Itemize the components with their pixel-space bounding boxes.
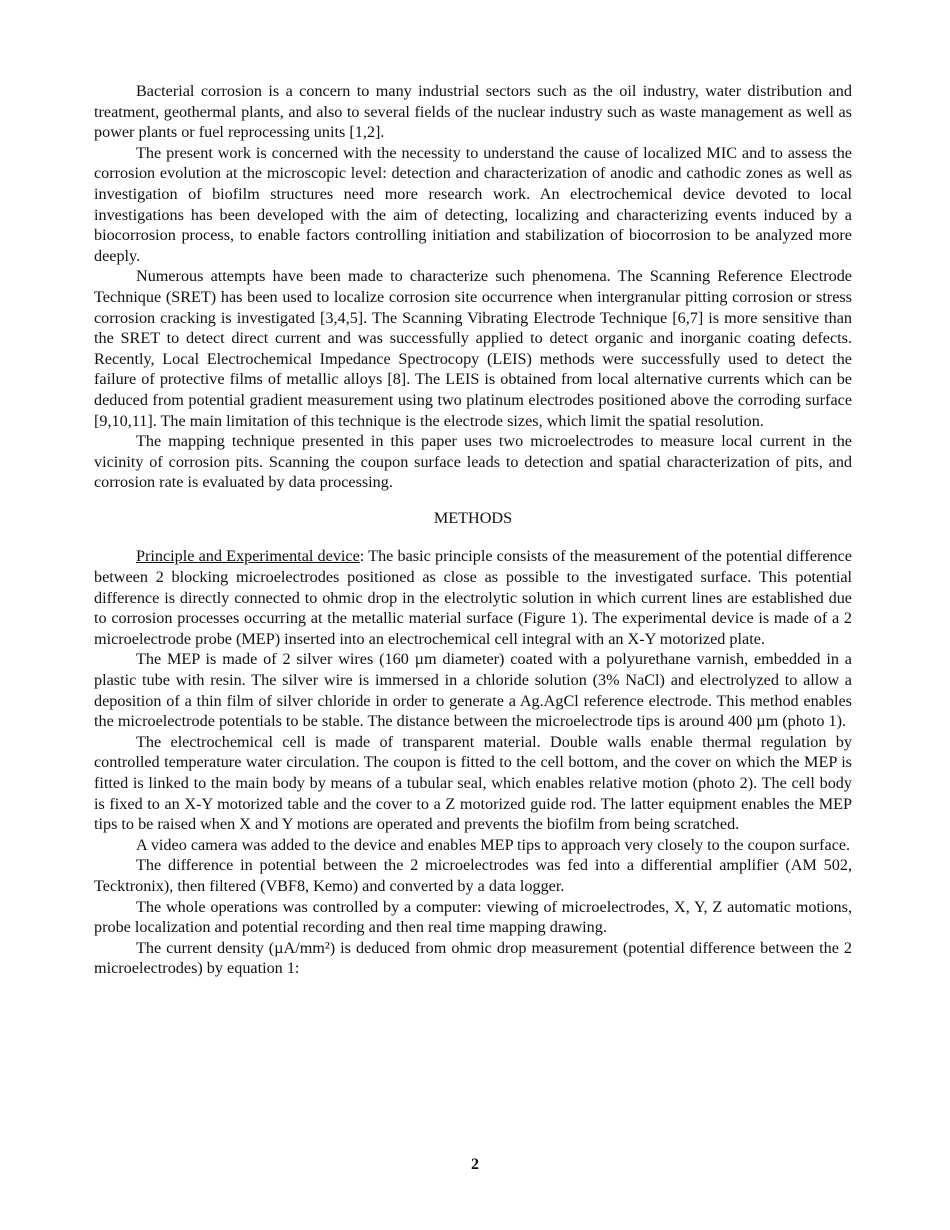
page-number: 2 — [471, 1156, 479, 1173]
paragraph-methods-1: The MEP is made of 2 silver wires (160 µm diameter) coated with a polyurethane varnish, embedded in a plastic tube with resin. The silver wire is immersed in a chloride solution (3% NaCl) and electrolyzed to allow a deposition of a thin film of silver chloride in order to generate a Ag.AgCl reference electrode. This method enables the microelectrode potentials to be stable. The distance between the microelectrode tips is around 400 µm (photo 1). — [94, 650, 852, 731]
paragraph-methods-5: The whole operations was controlled by a computer: viewing of microelectrodes, X, Y, Z automatic motions, probe localization and potential recording and then real time mapping drawing. — [94, 897, 852, 937]
paragraph-methods-6: The current density (µA/mm²) is deduced from ohmic drop measurement (potential difference between the 2 microelectrodes) by equation 1: — [94, 938, 852, 978]
section-heading-methods: METHODS — [433, 508, 513, 527]
page-body — [94, 81, 852, 979]
paragraph-intro-3: Numerous attempts have been made to characterize such phenomena. The Scanning Reference Electrode Technique (SRET) has been used to localize corrosion site occurrence when intergranular pitting corrosion or stress corrosion cracking is investigated [3,4,5]. The Scanning Vibrating Electrode Technique [6,7] is more sensitive than the SRET to detect direct current and was successfully applied to detect organic and inorganic coating defects. Recently, Local Electrochemical Impedance Spectrocopy (LEIS) methods were successfully used to detect the failure of protective films of metallic alloys [8]. The LEIS is obtained from local alternative currents which can be deduced from potential gradient measurement using two platinum electrodes positioned above the corroding surface [9,10,11]. The main limitation of this technique is the electrode sizes, which limit the spatial resolution. — [94, 267, 852, 430]
paragraph-methods-2: The electrochemical cell is made of transparent material. Double walls enable thermal regulation by controlled temperature water circulation. The coupon is fitted to the cell bottom, and the cover on which the MEP is fitted is linked to the main body by means of a tubular seal, which enables relative motion (photo 2). The cell body is fixed to an X-Y motorized table and the cover to a Z motorized guide rod. The latter equipment enables the MEP tips to be raised when X and Y motions are operated and prevents the biofilm from being scratched. — [94, 732, 852, 834]
principle-label: Principle and Experimental device — [136, 547, 360, 566]
paragraph-methods-3: A video camera was added to the device and enables MEP tips to approach very closely to the coupon surface. — [136, 835, 851, 854]
principle-text: : The basic principle consists of the measurement of the potential difference between 2 blocking microelectrodes positioned as close as possible to the investigated surface. This potential difference is directly connected to ohmic drop in the electrolytic solution in which current lines are established due to corrosion processes occurring at the metallic material surface (Figure 1). The experimental device is made of a 2 microelectrode probe (MEP) inserted into an electrochemical cell integral with an X-Y motorized plate. — [94, 547, 852, 648]
paragraph-methods-4: The difference in potential between the 2 microelectrodes was fed into a differential amplifier (AM 502, Tecktronix), then filtered (VBF8, Kemo) and converted by a data logger. — [94, 856, 852, 895]
paragraph-principle — [94, 546, 852, 649]
paragraph-intro-4: The mapping technique presented in this paper uses two microelectrodes to measure local current in the vicinity of corrosion pits. Scanning the coupon surface leads to detection and spatial characterization of pits, and corrosion rate is evaluated by data processing. — [94, 432, 852, 492]
paragraph-intro-2: The present work is concerned with the necessity to understand the cause of localized MIC and to assess the corrosion evolution at the microscopic level: detection and characterization of anodic and cathodic zones as well as investigation of biofilm structures need more research work. An electrochemical device devoted to local investigations has been developed with the aim of detecting, localizing and characterizing events induced by a biocorrosion process, to enable factors controlling initiation and stabilization of biocorrosion to be analyzed more deeply. — [94, 143, 852, 265]
paragraph-intro-1: Bacterial corrosion is a concern to many industrial sectors such as the oil industry, water distribution and treatment, geothermal plants, and also to several fields of the nuclear industry such as waste management as well as power plants or fuel reprocessing units [1,2]. — [94, 82, 852, 142]
